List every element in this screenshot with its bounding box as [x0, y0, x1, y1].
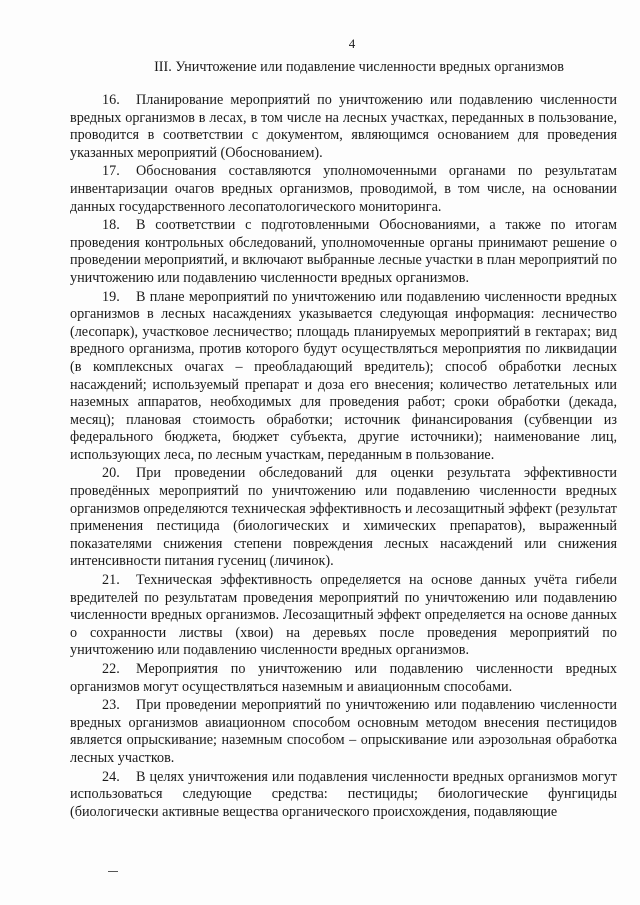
paragraph-17 [70, 163, 617, 216]
paragraph-text: В целях уничтожения или подавления численности вредных организмов могут использоваться следующие средства: пестициды; биологические фунгициды (биологически активные вещества органического происхождения, подавляющие [70, 768, 617, 820]
paragraph-text: Техническая эффективность определяется на основе данных учёта гибели вредителей по результатам проведения мероприятий по уничтожению или подавлению численности вредных организмов. Лесозащитный эффект определяется на основе данных о сохранности листвы (хвои) на деревьях после проведения мероприятий по уничтожению или подавлению численности вредных организмов. [70, 572, 617, 659]
paragraph-18 [70, 217, 617, 287]
document-body [70, 92, 617, 822]
scan-mark [108, 871, 118, 872]
paragraph-number: 19. [102, 288, 120, 305]
paragraph-number: 22. [102, 661, 120, 677]
paragraph-text: Обоснования составляются уполномоченными органами по результатам инвентаризации очагов вредных организмов, проводимой, в том числе, на основании данных государственного лесопатологического мониторинга. [70, 163, 617, 215]
paragraph-number: 16. [102, 92, 120, 108]
paragraph-text: В соответствии с подготовленными Обоснованиями, а также по итогам проведения контрольных обследований, уполномоченные органы принимают решение о проведении мероприятий, и включают выбранные лесные участки в план мероприятий по уничтожению или подавлению численности вредных организмов. [70, 217, 617, 286]
paragraph-number: 20. [102, 465, 120, 482]
paragraph-23 [70, 697, 617, 767]
paragraph-text: При проведении мероприятий по уничтожению или подавлению численности вредных организмов авиационном способом основным методом внесения пестицидов является опрыскивание; наземным способом – опрыскивание или аэрозольная обработка лесных участков. [70, 697, 617, 766]
paragraph-text: Мероприятия по уничтожению или подавлению численности вредных организмов могут осуществляться наземным и авиационным способами. [70, 661, 617, 695]
paragraph-number: 24. [102, 768, 120, 785]
section-title: III. Уничтожение или подавление численности вредных организмов [154, 59, 564, 75]
paragraph-number: 23. [102, 697, 120, 714]
paragraph-text: Планирование мероприятий по уничтожению или подавлению численности вредных организмов в лесах, в том числе на лесных участках, переданных в пользование, проводится в соответствии с документом, являющимся основанием для проведения указанных мероприятий (Обоснованием). [70, 92, 617, 161]
paragraph-22 [70, 661, 617, 696]
paragraph-number: 17. [102, 163, 120, 180]
paragraph-text: В плане мероприятий по уничтожению или подавлению численности вредных организмов в лесных насаждениях указывается следующая информация: лесничество (лесопарк), участковое лесничество; площадь планируемых мероприятий в гектарах; вид вредного организма, против которого будут осуществляться мероприятия по ликвидации (в комплексных очагах – преобладающий вредитель); способ обработки лесных насаждений; используемый препарат и доза его внесения; количество летательных или наземных аппаратов, необходимых для проведения работ; сроки обработки (декада, месяц); плановая стоимость обработки; источник финансирования (субвенции из федерального бюджета, бюджет субъекта, другие источники); наименование лиц, использующих леса, по лесным участкам, переданным в пользование. [70, 288, 617, 463]
paragraph-number: 21. [102, 572, 120, 589]
page-number: 4 [348, 36, 356, 51]
paragraph-text: При проведении обследований для оценки результата эффективности проведённых мероприятий по уничтожению или подавлению численности вредных организмов определяются техническая эффективность и лесозащитный эффект (результат применения пестицида (биологических и химических препаратов), выраженный показателями снижения степени повреждения лесных насаждений или снижения интенсивности питания гусениц (личинок). [70, 465, 617, 570]
paragraph-16 [70, 92, 617, 162]
paragraph-19 [70, 289, 617, 465]
paragraph-21 [70, 572, 617, 660]
paragraph-24 [70, 769, 617, 822]
paragraph-number: 18. [102, 217, 120, 234]
paragraph-20 [70, 465, 617, 571]
